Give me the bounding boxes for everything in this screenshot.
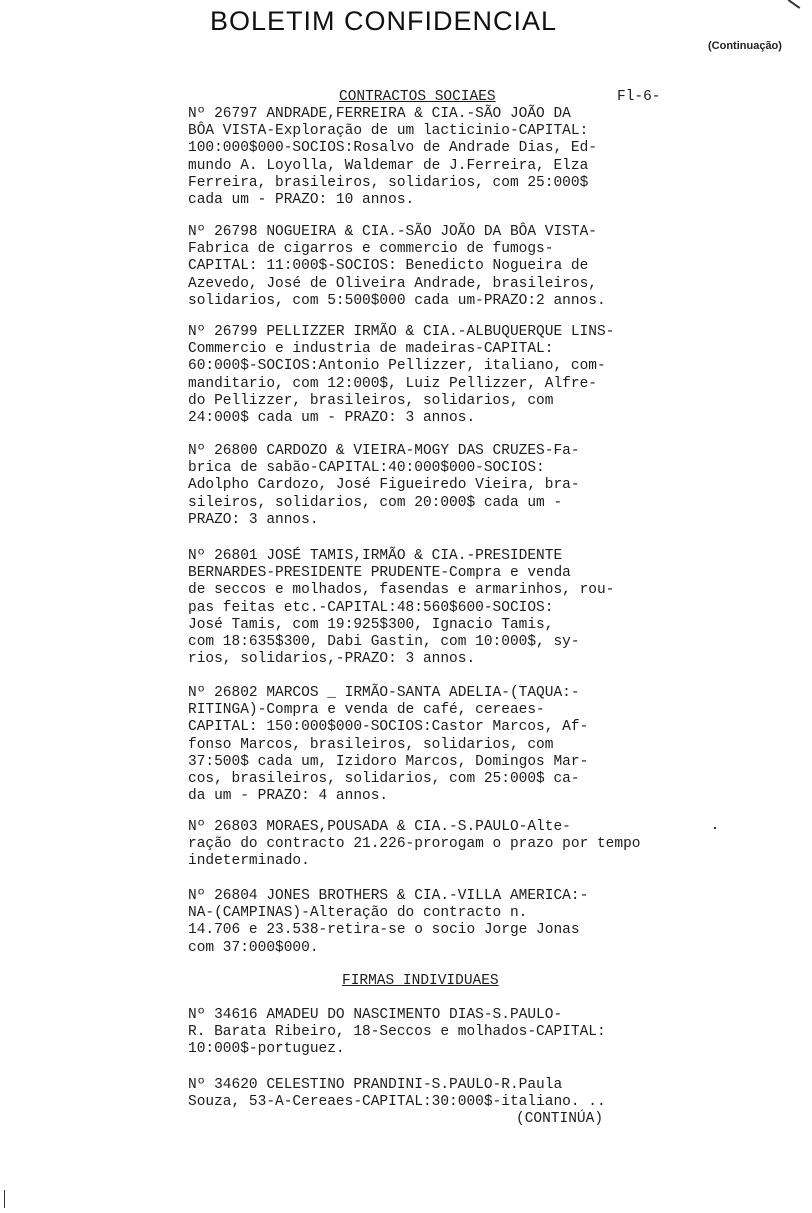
page-number: Fl-6- [617,89,661,105]
entry-line: Nº 26804 JONES BROTHERS & CIA.-VILLA AMERICA:- [188,888,589,904]
entry-line: rios, solidarios,-PRAZO: 3 annos. [188,651,476,668]
entry-line: 100:000$000-SOCIOS:Rosalvo de Andrade Dias, Ed- [188,140,597,157]
entry-26799 [188,324,718,427]
entry-line: BERNARDES-PRESIDENTE PRUDENTE-Compra e venda [188,565,571,582]
bulletin-title: BOLETIM CONFIDENCIAL [210,6,558,36]
entry-line: Souza, 53-A-Cereaes-CAPITAL:30:000$-italiano. .. [188,1094,606,1111]
entry-line: PRAZO: 3 annos. [188,511,319,528]
entry-34620 [188,1077,718,1111]
entry-line: sileiros, solidarios, com 20:000$ cada um - [188,494,563,511]
entry-line: Nº 26803 MORAES,POUSADA & CIA.-S.PAULO-Alte- [188,819,571,835]
entry-26797 [188,106,718,209]
section-heading-firmas: FIRMAS INDIVIDUAES [342,973,499,989]
entry-line: Nº 26801 JOSÉ TAMIS,IRMÃO & CIA.-PRESIDENTE [188,548,563,564]
entry-line: Ferreira, brasileiros, solidarios, com 25:000$ [188,174,589,191]
entry-line: NA-(CAMPINAS)-Alteração do contracto n. [188,905,528,922]
entry-26802 [188,685,718,805]
entry-line: indeterminado. [188,853,310,870]
entry-line: Nº 26800 CARDOZO & VIEIRA-MOGY DAS CRUZES-Fa- [188,443,580,459]
entry-line: Commercio e industria de madeiras-CAPITAL: [188,341,554,358]
scan-mark [714,827,716,829]
entry-line: 37:500$ cada um, Izidoro Marcos, Domingos Mar- [188,753,589,770]
scan-mark [4,1190,5,1208]
entry-line: José Tamis, com 19:925$300, Ignacio Tamis, [188,616,554,633]
entry-26798 [188,224,718,310]
entry-26800 [188,443,718,529]
entry-line: 24:000$ cada um - PRAZO: 3 annos. [188,409,476,426]
entry-line: Nº 34620 CELESTINO PRANDINI-S.PAULO-R.Paula [188,1077,563,1093]
entry-line: Nº 34616 AMADEU DO NASCIMENTO DIAS-S.PAULO- [188,1007,563,1023]
entry-line: 10:000$-portuguez. [188,1041,345,1058]
entry-line: Adolpho Cardozo, José Figueiredo Vieira, bra- [188,477,580,494]
entry-line: CAPITAL: 150:000$000-SOCIOS:Castor Marcos, Af- [188,719,589,736]
entry-line: Azevedo, José de Oliveira Andrade, brasileiros, [188,275,597,292]
entry-34616 [188,1007,718,1059]
entry-line: Nº 26802 MARCOS _ IRMÃO-SANTA ADELIA-(TAQUA:- [188,685,580,701]
entry-line: pas feitas etc.-CAPITAL:48:560$600-SOCIOS: [188,599,554,616]
entry-line: solidarios, com 5:500$000 cada um-PRAZO:2 annos. [188,292,606,309]
entry-line: Nº 26799 PELLIZZER IRMÃO & CIA.-ALBUQUERQUE LINS- [188,324,615,340]
entry-line: Nº 26798 NOGUEIRA & CIA.-SÃO JOÃO DA BÔA VISTA- [188,224,597,240]
entry-line: manditario, com 12:000$, Luiz Pellizzer, Alfre- [188,375,597,392]
entry-line: do Pellizzer, brasileiros, solidarios, com [188,392,554,409]
continuation-label: (Continuação) [708,40,782,52]
entry-line: R. Barata Ribeiro, 18-Seccos e molhados-CAPITAL: [188,1024,606,1041]
entry-line: Nº 26797 ANDRADE,FERREIRA & CIA.-SÃO JOÃO DA [188,106,571,122]
entry-line: BÔA VISTA-Exploração de um lacticinio-CAPITAL: [188,123,589,140]
entry-line: 14.706 e 23.538-retira-se o socio Jorge Jonas [188,922,580,939]
entry-26804 [188,888,718,957]
section-heading-contractos: CONTRACTOS SOCIAES [339,89,496,105]
entry-line: CAPITAL: 11:000$-SOCIOS: Benedicto Nogueira de [188,258,589,275]
entry-line: 60:000$-SOCIOS:Antonio Pellizzer, italiano, com- [188,358,606,375]
entry-line: brica de sabão-CAPITAL:40:000$000-SOCIOS: [188,460,545,477]
entry-line: de seccos e molhados, fasendas e armarinhos, rou- [188,582,615,599]
entry-line: mundo A. Loyolla, Waldemar de J.Ferreira, Elza [188,157,589,174]
entry-26803 [188,819,718,871]
entry-26801 [188,548,718,668]
entry-line: com 18:635$300, Dabi Gastin, com 10:000$, sy- [188,633,580,650]
entry-line: fonso Marcos, brasileiros, solidarios, com [188,736,554,753]
entry-line: Fabrica de cigarros e commercio de fumogs- [188,241,554,258]
entry-line: cos, brasileiros, solidarios, com 25:000$ ca- [188,770,580,787]
entry-line: ração do contracto 21.226-prorogam o prazo por tempo [188,836,641,853]
entry-line: com 37:000$000. [188,939,319,956]
scan-mark [788,0,801,9]
entry-line: RITINGA)-Compra e venda de café, cereaes- [188,702,545,719]
entry-line: cada um - PRAZO: 10 annos. [188,191,415,208]
continua-label: (CONTINÚA) [516,1111,604,1127]
entry-line: da um - PRAZO: 4 annos. [188,788,389,805]
